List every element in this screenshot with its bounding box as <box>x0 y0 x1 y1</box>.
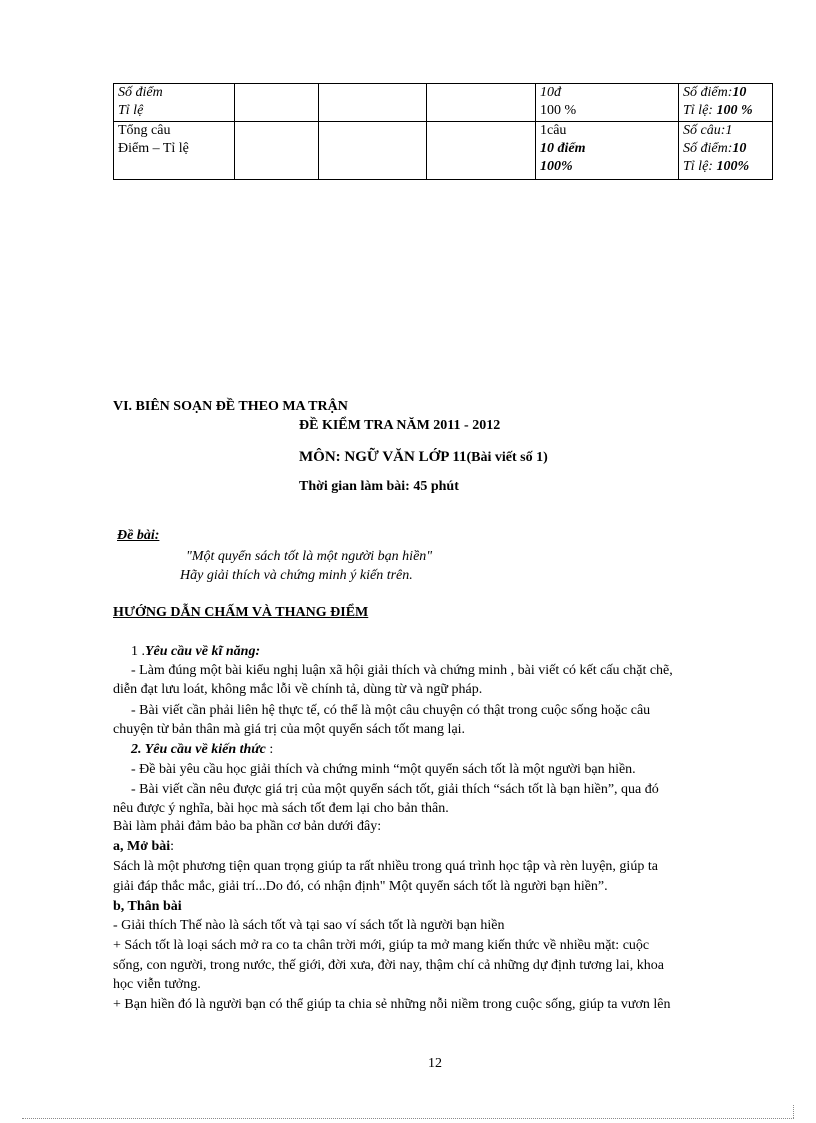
score-matrix-table <box>113 83 773 180</box>
total-ratio-line: Tỉ lệ: 100% <box>683 159 750 174</box>
paragraph-line: diễn đạt lưu loát, không mắc lỗi về chính tả, dùng từ và ngữ pháp. <box>113 682 483 697</box>
paragraph-line: nêu được ý nghĩa, bài học mà sách tốt đem lại cho bản thân. <box>113 801 449 816</box>
subject-main: MÔN: NGỮ VĂN LỚP 11 <box>299 449 467 465</box>
paragraph-line: + Sách tốt là loại sách mở ra co ta chân trời mới, giúp ta mở mang kiến thức về nhiều mặt: cuộc <box>113 938 650 953</box>
de-bai-task: Hãy giải thích và chứng minh ý kiến trên. <box>180 568 413 583</box>
cell-points: 10 điểm <box>540 141 586 156</box>
page-corner-mark <box>793 1105 794 1118</box>
paragraph-line: - Đề bài yêu cầu học giải thích và chứng minh “một quyển sách tốt là một người bạn hiền. <box>131 762 636 777</box>
paragraph-line: giải đáp thắc mắc, giải trí...Do đó, có nhận định" Một quyển sách tốt là người bạn hiền”. <box>113 879 608 894</box>
label-tong-cau: Tổng câu <box>118 123 171 138</box>
table-cell-empty <box>235 84 319 122</box>
cell-question-count: 1câu <box>540 123 567 138</box>
table-cell-value <box>536 84 679 122</box>
de-bai-quote: "Một quyển sách tốt là một người bạn hiền" <box>186 549 433 564</box>
page-number: 12 <box>428 1056 442 1071</box>
cell-percent: 100 % <box>540 103 577 118</box>
label-diem-ti-le: Điểm – Tỉ lệ <box>118 141 189 156</box>
table-row <box>114 84 773 122</box>
cell-percent: 100% <box>540 159 573 174</box>
exam-title: ĐỀ KIỂM TRA NĂM 2011 - 2012 <box>299 418 501 433</box>
table-cell-empty <box>427 84 536 122</box>
page-bottom-rule <box>22 1118 794 1119</box>
paragraph-line: Bài làm phải đảm bảo ba phần cơ bản dưới đây: <box>113 819 382 834</box>
section-heading: VI. BIÊN SOẠN ĐỀ THEO MA TRẬN <box>113 399 348 414</box>
paragraph-line: chuyện từ bản thân mà giá trị của một quyển sách tốt mang lại. <box>113 722 466 737</box>
paragraph-line: - Bài viết cần nêu được giá trị của một quyển sách tốt, giải thích “sách tốt là bạn hiền”, qua đó <box>131 782 659 797</box>
paragraph-line: - Làm đúng một bài kiểu nghị luận xã hội giải thích và chứng minh , bài viết có kết cấu chặt chẽ, <box>131 663 673 678</box>
paragraph-line: sống, con người, trong nước, thế giới, đời xưa, đời nay, thậm chí cả những dự định tương lai, khoa <box>113 958 664 973</box>
total-points-line: Số điểm:10 <box>683 141 747 156</box>
subject-suffix: (Bài viết số 1) <box>466 450 548 465</box>
time-line: Thời gian làm bài: 45 phút <box>299 479 459 494</box>
paragraph-line: Sách là một phương tiện quan trọng giúp ta rất nhiều trong quá trình học tập và rèn luyện, giúp ta <box>113 859 658 874</box>
mo-bai-heading: a, Mở bài: <box>113 839 175 854</box>
req1-heading: 1 .Yêu cầu về kĩ năng: <box>131 644 261 659</box>
guide-heading: HƯỚNG DẪN CHẤM VÀ THANG ĐIỂM <box>113 605 369 620</box>
paragraph-line: - Bài viết cần phải liên hệ thực tế, có thể là một câu chuyện có thật trong cuộc sống hoặc câu <box>131 703 651 718</box>
table-cell-empty <box>427 122 536 180</box>
table-cell-empty <box>235 122 319 180</box>
table-cell-empty <box>319 84 427 122</box>
table-row <box>114 122 773 180</box>
paragraph-line: học viễn tưởng. <box>113 977 201 992</box>
paragraph-line: + Bạn hiền đó là người bạn có thể giúp ta chia sẻ những nỗi niềm trong cuộc sống, giúp ta vươn lên <box>113 997 671 1012</box>
paragraph-line: - Giải thích Thế nào là sách tốt và tại sao ví sách tốt là người bạn hiền <box>113 918 505 933</box>
table-cell-total <box>679 122 773 180</box>
subject-line <box>299 448 548 467</box>
table-cell-label <box>114 84 235 122</box>
de-bai-label: Đề bài: <box>117 528 160 543</box>
table-cell-value <box>536 122 679 180</box>
total-ratio-line: Tỉ lệ: 100 % <box>683 103 753 118</box>
table-cell-empty <box>319 122 427 180</box>
total-points-line: Số điểm:10 <box>683 85 747 100</box>
req2-heading: 2. Yêu cầu về kiến thức : <box>131 742 274 757</box>
total-questions-line: Số câu:1 <box>683 123 733 138</box>
table-cell-label <box>114 122 235 180</box>
label-ti-le: Tỉ lệ <box>118 103 144 118</box>
table-cell-total <box>679 84 773 122</box>
than-bai-heading: b, Thân bài <box>113 899 182 914</box>
cell-points: 10đ <box>540 85 561 100</box>
label-so-diem: Số điểm <box>118 85 163 100</box>
